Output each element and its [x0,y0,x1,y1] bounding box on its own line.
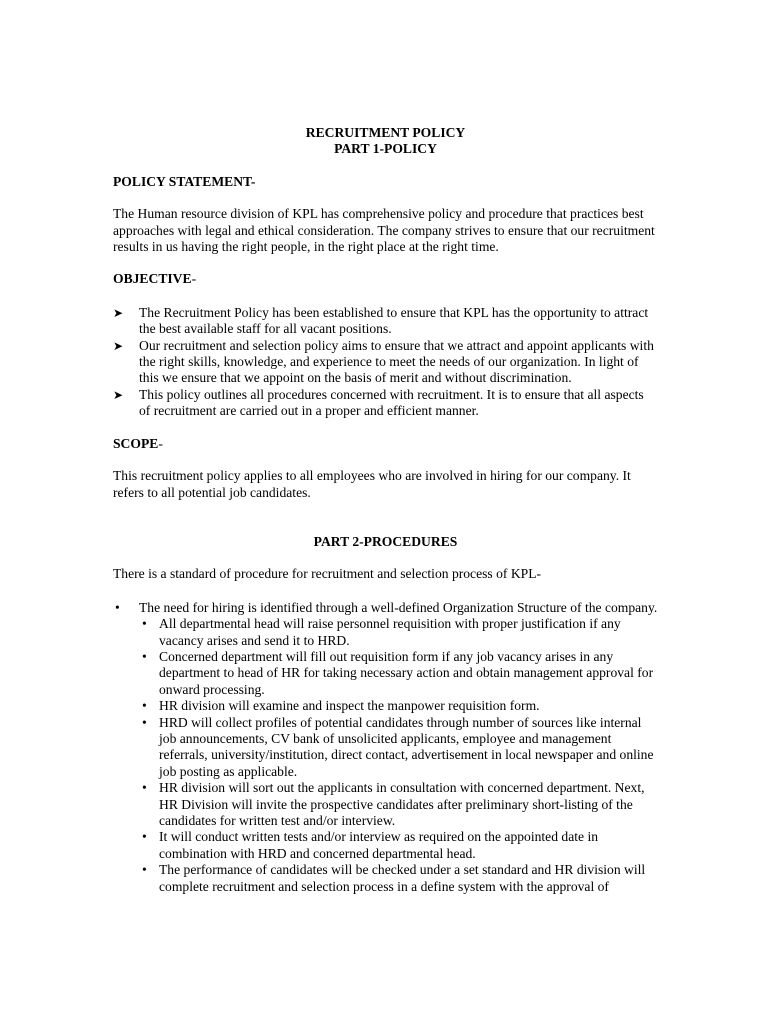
list-item [139,862,658,895]
scope-heading [113,436,658,452]
procedures-main-item: The need for hiring is identified through a well-defined Organization Structure of the company. [139,599,658,615]
bullet-dot-icon: • [142,862,147,878]
list-item [139,780,658,829]
arrow-bullet-icon: ➤ [113,387,124,402]
procedure-step-text: All departmental head will raise personnel requisition with proper justification if any vacancy arises and send it to HRD. [159,616,621,648]
objective-list [113,305,658,420]
list-item [139,829,658,862]
scope-heading-text: SCOPE [113,435,159,451]
bullet-dot-icon: • [142,648,147,664]
arrow-bullet-icon: ➤ [113,305,124,320]
procedure-step-text: HR division will sort out the applicants in consultation with concerned department. Next, HR Division will invite the prospective candidates after preliminary short-listing of the candidates for written test and/or interview. [159,780,645,828]
bullet-dot-icon: • [142,714,147,730]
policy-statement-heading: POLICY STATEMENT- [113,173,256,189]
procedures-list [113,600,658,895]
list-item [113,387,658,420]
list-item [139,715,658,781]
procedures-sub-list [139,616,658,895]
document-title: RECRUITMENT POLICY [305,125,466,140]
list-item [113,305,658,338]
policy-statement-body: The Human resource division of KPL has comprehensive policy and procedure that practices best approaches with legal and ethical consideration. The company strives to ensure that our recruitment results in us having the right people, in the right place at the right time. [113,206,655,255]
list-item [139,616,658,649]
scope-heading-dash: - [158,435,163,451]
arrow-bullet-icon: ➤ [113,338,124,353]
objective-item-text: Our recruitment and selection policy aims to ensure that we attract and appoint applicants with the right skills, knowledge, and experience to meet the needs of our organization. In light of this we ensure that we appoint on the basis of merit and without discrimination. [139,337,654,386]
procedure-step-text: HR division will examine and inspect the manpower requisition form. [159,698,540,714]
part1-title: PART 1-POLICY [334,141,437,157]
part2-title: PART 2-PROCEDURES [313,533,458,549]
procedure-step-text: The performance of candidates will be checked under a set standard and HR division will complete recruitment and selection process in a define system with the approval of [159,862,646,894]
scope-body: This recruitment policy applies to all employees who are involved in hiring for our company. It refers to all potential job candidates. [113,468,631,500]
objective-item-text: The Recruitment Policy has been established to ensure that KPL has the opportunity to attract the best available staff for all vacant positions. [139,304,649,337]
procedure-step-text: It will conduct written tests and/or interview as required on the appointed date in combination with HRD and concerned departmental head. [159,829,599,861]
objective-heading [113,271,658,287]
list-item [113,600,658,895]
bullet-dot-icon: • [142,780,147,796]
bullet-dot-icon: • [142,616,147,632]
document-page [113,125,658,895]
list-item [113,338,658,387]
list-item [139,649,658,698]
bullet-dot-icon: • [115,599,120,615]
objective-heading-text: OBJECTIVE [113,271,192,287]
list-item [139,698,658,714]
procedure-step-text: Concerned department will fill out requisition form if any job vacancy arises in any department to head of HR for taking necessary action and obtain management approval for onward processing. [159,648,654,697]
objective-item-text: This policy outlines all procedures concerned with recruitment. It is to ensure that all aspects of recruitment are carried out in a proper and efficient manner. [139,386,644,419]
procedure-step-text: HRD will collect profiles of potential candidates through number of sources like internal job announcements, CV bank of unsolicited applicants, employee and management referrals, university/institution, direct contact, advertisement in local newspaper and online job posting as applicable. [159,714,654,779]
bullet-dot-icon: • [142,829,147,845]
procedures-intro: There is a standard of procedure for recruitment and selection process of KPL- [113,566,542,582]
objective-heading-dash: - [191,271,197,287]
bullet-dot-icon: • [142,698,147,714]
